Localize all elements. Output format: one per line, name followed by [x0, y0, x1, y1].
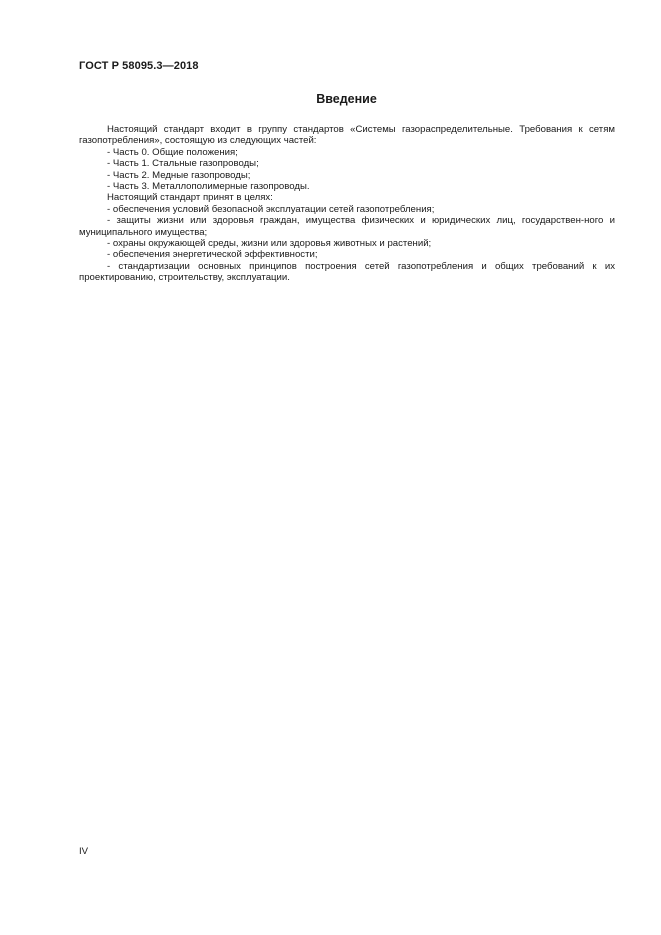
list-item-part-3: - Часть 3. Металлополимерные газопроводы.: [107, 181, 310, 193]
list-item-purpose-energy: - обеспечения энергетической эффективности;: [107, 249, 318, 261]
section-title: Введение: [316, 92, 377, 106]
list-item-purpose-protection: - защиты жизни или здоровья граждан, имущества физических и юридических лиц, государствен-ного и муниципального имущества;: [79, 215, 615, 238]
list-item-purpose-standardization: - стандартизации основных принципов построения сетей газопотребления и общих требований к их проектированию, строительству, эксплуатации.: [79, 260, 615, 284]
paragraph-purposes: Настоящий стандарт принят в целях:: [107, 192, 273, 204]
list-item-purpose-safety: - обеспечения условий безопасной эксплуатации сетей газопотребления;: [107, 203, 435, 215]
introduction-body: [79, 124, 615, 284]
list-item-part-0: - Часть 0. Общие положения;: [107, 146, 238, 158]
list-item-part-1: - Часть 1. Стальные газопроводы;: [107, 158, 259, 170]
list-item-part-2: - Часть 2. Медные газопроводы;: [107, 169, 251, 181]
page-number: IV: [79, 846, 89, 857]
list-item-purpose-environment: - охраны окружающей среды, жизни или здоровья животных и растений;: [107, 238, 432, 250]
paragraph-intro: Настоящий стандарт входит в группу стандартов «Системы газораспределительные. Требования к сетям газопотребления», состоящую из следующих частей:: [79, 124, 615, 147]
document-header: ГОСТ Р 58095.3—2018: [79, 60, 199, 72]
